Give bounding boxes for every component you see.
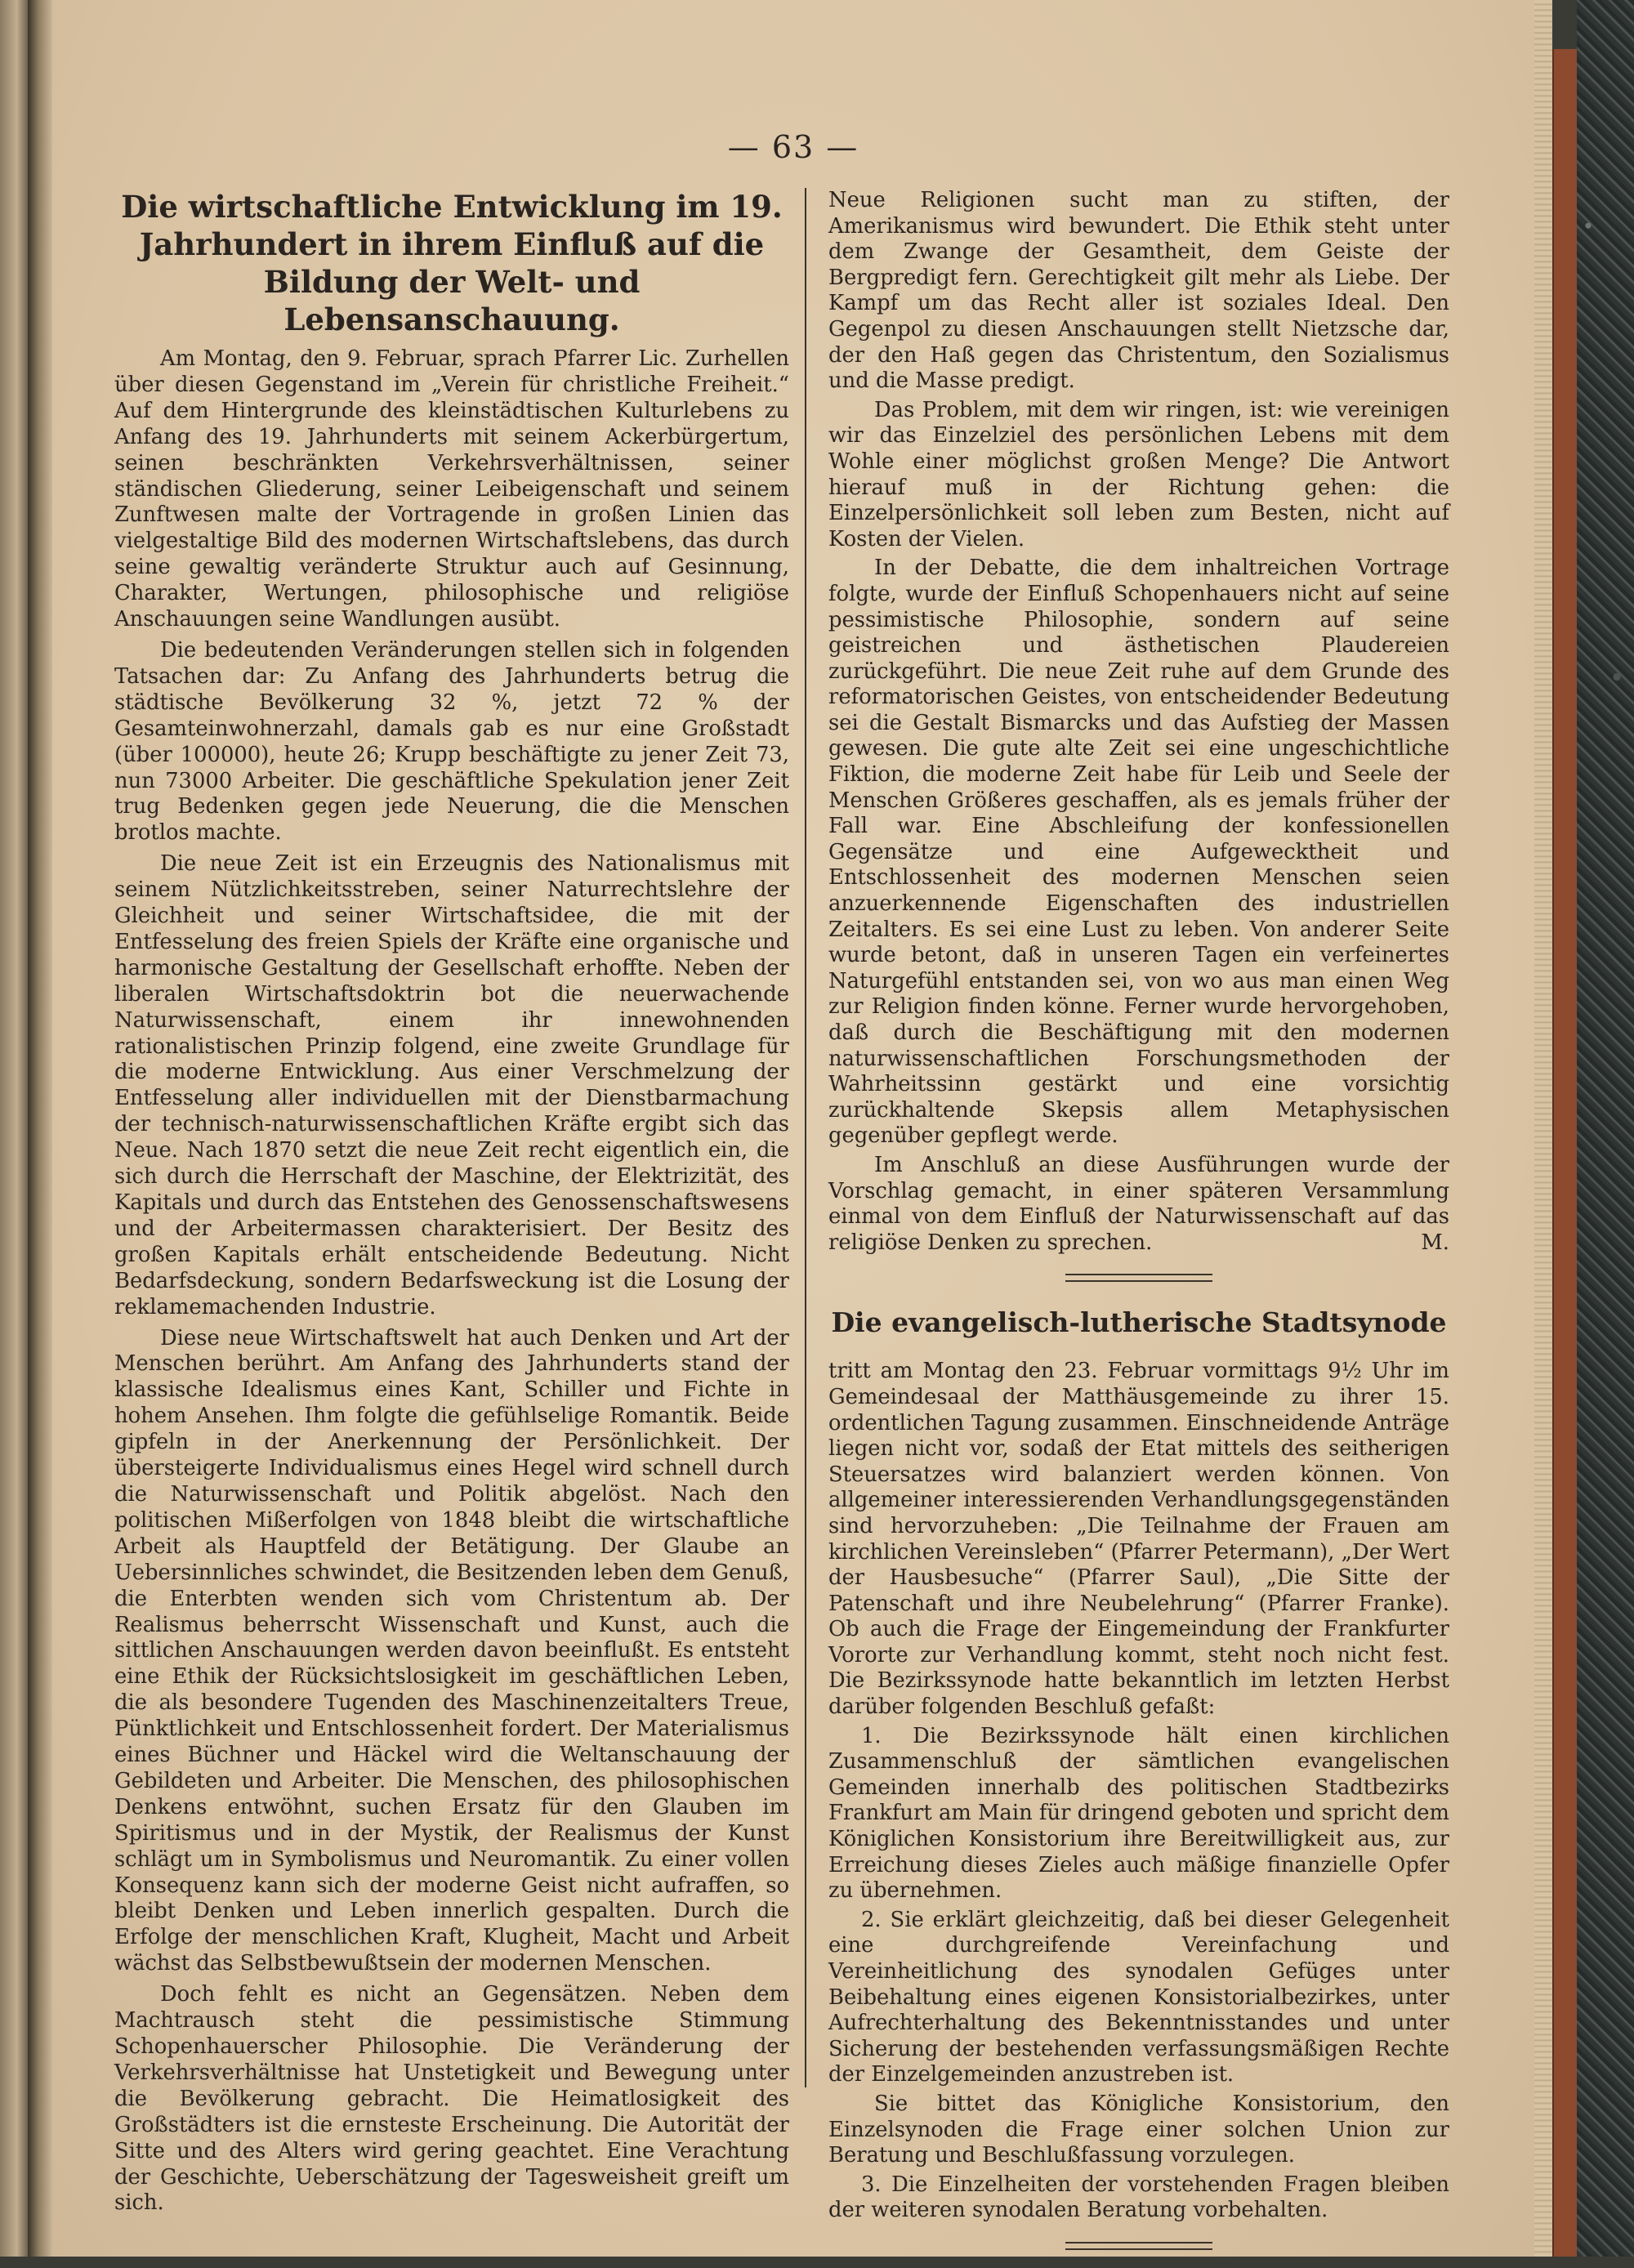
article1-paragraph: Das Problem, mit dem wir ringen, ist: wie vereinigen wir das Einzelziel des persönlichen Lebens mit dem Wohle einer möglichst großen Menge? Die Antwort hierauf muß in der Richtung gehen: die Einzelpersönlichkeit soll leben zum Besten, nicht auf Kosten der Vielen. (828, 397, 1449, 551)
article1-signature: M. (1421, 1230, 1449, 1255)
article2-paragraph: tritt am Montag den 23. Februar vormittags 9½ Uhr im Gemeindesaal der Matthäusgemeinde zu ihrer 15. ordentlichen Tagung zusammen. Einschneidende Anträge liegen nicht vor, sodaß der Etat mittels des seitherigen Steuersatzes wird balanziert werden können. Von allgemeiner interessierenden Verhandlungsgegenständen sind hervorzuheben: „Die Teilnahme der Frauen am kirchlichen Vereinsleben“ (Pfarrer Petermann), „Der Wert der Hausbesuche“ (Pfarrer Saul), „Die Sitte der Patenschaft und ihre Neubelehrung“ (Pfarrer Franke). Ob auch die Frage der Eingemeindung der Frankfurter Vororte zur Verhandlung kommt, steht noch nicht fest. Die Bezirkssynode hatte bekanntlich im letzten Herbst darüber folgenden Beschluß gefaßt: (828, 1359, 1449, 1720)
book-gutter (28, 0, 52, 2257)
article1-paragraph: Neue Religionen sucht man zu stiften, der Amerikanismus wird bewundert. Die Ethik steht unter dem Zwange der Gesamtheit, dem Geiste der Bergpredigt fern. Gerechtigkeit gilt mehr als Liebe. Der Kampf um das Recht aller ist soziales Ideal. Den Gegenpol zu diesen Anschauungen stellt Nietzsche dar, der den Haß gegen das Christentum, den Sozialismus und die Masse predigt. (828, 188, 1449, 394)
article1-paragraph: In der Debatte, die dem inhaltreichen Vortrage folgte, wurde der Einfluß Schopenhauers nicht auf seine pessimistische Philosophie, sondern auf seine geistreichen und ästhetischen Plaudereien zurückgeführt. Die neue Zeit ruhe auf dem Grunde des reformatorischen Geistes, von entscheidender Bedeutung sei die Gestalt Bismarcks und das Aufstieg der Massen gewesen. Die gute alte Zeit sei eine ungeschichtliche Fiktion, die moderne Zeit habe für Leib und Seele der Menschen Größeres geschaffen, als es jemals früher der Fall war. Eine Abschleifung der konfessionellen Gegensätze und eine Aufgewecktheit und Entschlossenheit des modernen Menschen seien anzuerkennende Eigenschaften des industriellen Zeitalters. Es sei eine Lust zu leben. Von anderer Seite wurde betont, daß in unseren Tagen ein verfeinertes Naturgefühl entstanden sei, von wo aus man einen Weg zur Religion finden könne. Ferner wurde hervorgehoben, daß durch die Beschäftigung mit den modernen naturwissenschaftlichen Forschungsmethoden der Wahrheitssinn gestärkt und eine vorsichtig zurückhaltende Skepsis allem Metaphysischen gegenüber gepflegt werde. (828, 556, 1449, 1149)
article1-title: Die wirtschaftliche Entwicklung im 19. Jahrhundert in ihrem Einfluß auf die Bildung der Welt- und Lebensanschauung. (121, 189, 783, 337)
article1-paragraph: Die bedeutenden Veränderungen stellen sich in folgenden Tatsachen dar: Zu Anfang des Jahrhunderts betrug die städtische Bevölkerung 32 %, jetzt 72 % der Gesamteinwohnerzahl, damals gab es nur eine Großstadt (über 100000), heute 26; Krupp beschäftigte zu jener Zeit 73, nun 73000 Arbeiter. Die geschäftliche Spekulation jener Zeit trug Bedenken gegen jede Neuerung, die die Menschen brotlos machte. (114, 637, 789, 846)
end-separator (1065, 2242, 1212, 2250)
previous-page-edge (0, 0, 28, 2257)
article1-paragraph: Diese neue Wirtschaftswelt hat auch Denken und Art der Menschen berührt. Am Anfang des Jahrhunderts stand der klassische Idealismus eines Kant, Schiller und Fichte in hohem Ansehen. Ihm folgte die gefühlselige Romantik. Beide gipfeln in der Anerkennung der Persönlichkeit. Der übersteigerte Individualismus eines Hegel wird schnell durch die Naturwissenschaft und Politik abgelöst. Nach den politischen Mißerfolgen von 1848 bleibt die wirtschaftliche Arbeit als Hauptfeld der Betätigung. Der Glaube an Uebersinnliches schwindet, die Besitzenden leben dem Genuß, die Enterbten wenden sich vom Christentum ab. Der Realismus beherrscht Wissenschaft und Kunst, auch die sittlichen Anschauungen werden davon beeinflußt. Es entsteht eine Ethik der Rücksichtslosigkeit im geschäftlichen Leben, die als besondere Tugenden des Maschinenzeitalters Treue, Pünktlichkeit und Entschlossenheit fordert. Der Materialismus eines Büchner und Häckel wird die Weltanschauung der Gebildeten und Arbeiter. Die Menschen, des philosophischen Denkens entwöhnt, suchen Ersatz für den Glauben im Spiritismus und in der Mystik, der Realismus der Kunst schlägt um in Symbolismus und Neuromantik. Zu einer vollen Konsequenz kann sich der moderne Geist nicht aufraffen, so bleibt Denken und Leben innerlich gespalten. Durch die Erfolge der menschlichen Kraft, Klugheit, Macht und Arbeit wächst das Selbstbewußtsein der modernen Menschen. (114, 1325, 789, 1976)
article2-resolution-item: 3. Die Einzelheiten der vorstehenden Fragen bleiben der weiteren synodalen Beratung vorbehalten. (828, 2172, 1449, 2223)
page-stack-edge (1534, 0, 1552, 2257)
article1-paragraph (828, 1153, 1449, 1256)
marbled-cover (1577, 0, 1634, 2257)
right-column (828, 188, 1449, 2268)
document-page (52, 0, 1534, 2257)
left-column (114, 188, 789, 2221)
article2-resolution-item: 2. Sie erklärt gleichzeitig, daß bei dieser Gelegenheit eine durchgreifende Vereinfachung und Vereinheitlichung des synodalen Gefüges unter Beibehaltung eines eigenen Konsistorialbezirkes, unter Aufrechterhaltung des Bekenntnisstandes und unter Sicherung der bestehenden verfassungsmäßigen Rechte der Einzelgemeinden anzustreben ist. (828, 1907, 1449, 2087)
article1-closing-text: Im Anschluß an diese Ausführungen wurde der Vorschlag gemacht, in einer späteren Versammlung einmal von dem Einfluß der Naturwissenschaft auf das religiöse Denken zu sprechen. (828, 1152, 1449, 1255)
article2-paragraph: Sie bittet das Königliche Konsistorium, den Einzelsynoden die Frage einer solchen Union zur Beratung und Beschlußfassung vorzulegen. (828, 2091, 1449, 2168)
column-divider (805, 188, 806, 2087)
article1-paragraph: Doch fehlt es nicht an Gegensätzen. Neben dem Machtrausch steht die pessimistische Stimmung Schopenhauerscher Philosophie. Die Veränderung der Verkehrsverhältnisse hat Unstetigkeit und Bewegung unter die Bevölkerung gebracht. Die Heimatlosigkeit des Großstädters ist die ernsteste Erscheinung. Die Autorität der Sitte und des Alters wird gering geachtet. Eine Verachtung der Geschichte, Ueberschätzung der Tagesweisheit greift um sich. (114, 1982, 789, 2216)
article2-resolution-item: 1. Die Bezirkssynode hält einen kirchlichen Zusammenschluß der sämtlichen evangelischen Gemeinden innerhalb des politischen Stadtbezirks Frankfurt am Main für dringend geboten und spricht dem Königlichen Konsistorium ihre Bereitwilligkeit aus, zur Erreichung dieses Zieles auch mäßige finanzielle Opfer zu übernehmen. (828, 1723, 1449, 1904)
article2-title: Die evangelisch-lutherische Stadtsynode (831, 1306, 1447, 1339)
page-number: — 63 — (727, 129, 859, 165)
article1-paragraph: Die neue Zeit ist ein Erzeugnis des Nationalismus mit seinem Nützlichkeitsstreben, seiner Naturrechtslehre der Gleichheit und seiner Wirtschaftsidee, die mit der Entfesselung des freien Spiels der Kräfte eine organische und harmonische Gestaltung der Gesellschaft erhoffte. Neben der liberalen Wirtschaftsdoktrin bot die neuerwachende Naturwissenschaft, einem ihr innewohnenden rationalistischen Prinzip folgend, eine zweite Grundlage für die moderne Entwicklung. Aus einer Verschmelzung der Entfesselung aller individuellen mit der Dienstbarmachung der technisch-naturwissenschaftlichen Kräfte ergibt sich das Neue. Nach 1870 setzt die neue Zeit recht eigentlich ein, die sich durch die Herrschaft der Maschine, der Elektrizität, des Kapitals und durch das Entstehen des Genossenschaftswesens und der Arbeitermassen charakterisiert. Der Besitz des großen Kapitals erhält entscheidende Bedeutung. Nicht Bedarfsdeckung, sondern Bedarfsweckung ist die Losung der reklamemachenden Industrie. (114, 851, 789, 1319)
section-separator (1065, 1274, 1212, 1282)
binding-strip (1552, 49, 1578, 2257)
article1-paragraph: Am Montag, den 9. Februar, sprach Pfarrer Lic. Zurhellen über diesen Gegenstand im „Verein für christliche Freiheit.“ Auf dem Hintergrunde des kleinstädtischen Kulturlebens zu Anfang des 19. Jahrhunderts mit seinem Ackerbürgertum, seinen beschränkten Verkehrsverhältnissen, seiner ständischen Gliederung, seiner Leibeigenschaft und seinem Zunftwesen malte der Vortragende in großen Linien das vielgestaltige Bild des modernen Wirtschaftslebens, das durch seine gewaltig veränderte Struktur auch auf Gesinnung, Charakter, Wertungen, philosophische und religiöse Anschauungen seine Wandlungen ausübt. (114, 346, 789, 632)
